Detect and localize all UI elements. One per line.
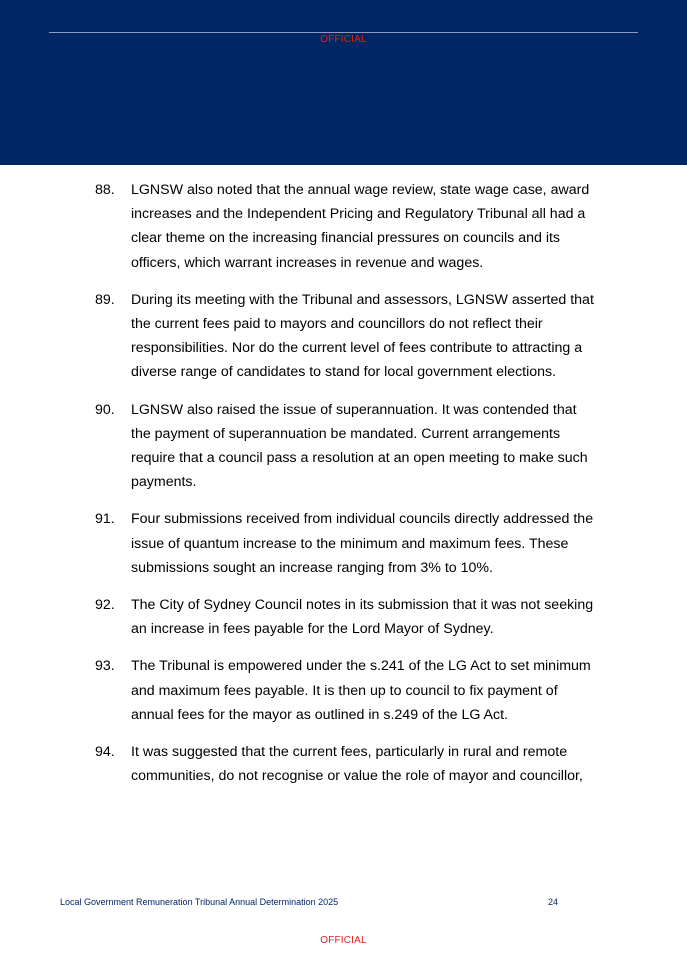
paragraph-text: Four submissions received from individual councils directly addressed the issue of quantum increase to the minimum and maximum fees. These submissions sought an increase ranging from 3% to 10%. [131,511,594,576]
paragraph-94 [95,740,595,788]
paragraph-number: 92. [95,597,115,614]
footer-document-title: Local Government Remuneration Tribunal Annual Determination 2025 [60,897,339,907]
paragraph-number: 94. [95,744,115,761]
paragraph-90 [95,398,595,495]
header-rule [49,32,638,33]
paragraph-number: 93. [95,658,115,675]
header-classification-label: OFFICIAL [320,34,367,45]
paragraph-list [95,178,595,801]
paragraph-93 [95,654,595,727]
paragraph-text: LGNSW also raised the issue of superannuation. It was contended that the payment of superannuation be mandated. Current arrangements require that a council pass a resolution at an open meeting to make such payments. [131,401,588,491]
paragraph-number: 90. [95,401,115,418]
paragraph-number: 91. [95,511,115,528]
paragraph-text: During its meeting with the Tribunal and assessors, LGNSW asserted that the current fees paid to mayors and councillors do not reflect their responsibilities. Nor do the current level of fees contribute to attracting a diverse range of candidates to stand for local government elections. [131,291,594,381]
footer-classification-label: OFFICIAL [320,935,367,946]
paragraph-91 [95,507,595,580]
paragraph-88 [95,178,595,275]
paragraph-text: The City of Sydney Council notes in its submission that it was not seeking an increase in fees payable for the Lord Mayor of Sydney. [131,597,594,638]
paragraph-number: 88. [95,182,115,198]
paragraph-text: LGNSW also noted that the annual wage review, state wage case, award increases and the Independent Pricing and Regulatory Tribunal all had a clear theme on the increasing financial pressures on councils and its officers, which warrant increases in revenue and wages. [131,182,590,271]
paragraph-number: 89. [95,291,115,308]
paragraph-92 [95,593,595,641]
paragraph-text: The Tribunal is empowered under the s.241 of the LG Act to set minimum and maximum fees payable. It is then up to council to fix payment of annual fees for the mayor as outlined in s.249 of the LG Act. [131,658,591,723]
header-band [0,0,687,165]
paragraph-text: It was suggested that the current fees, particularly in rural and remote communities, do not recognise or value the role of mayor and councillor, [131,744,583,785]
paragraph-89 [95,288,595,385]
footer-page-number: 24 [548,897,559,907]
